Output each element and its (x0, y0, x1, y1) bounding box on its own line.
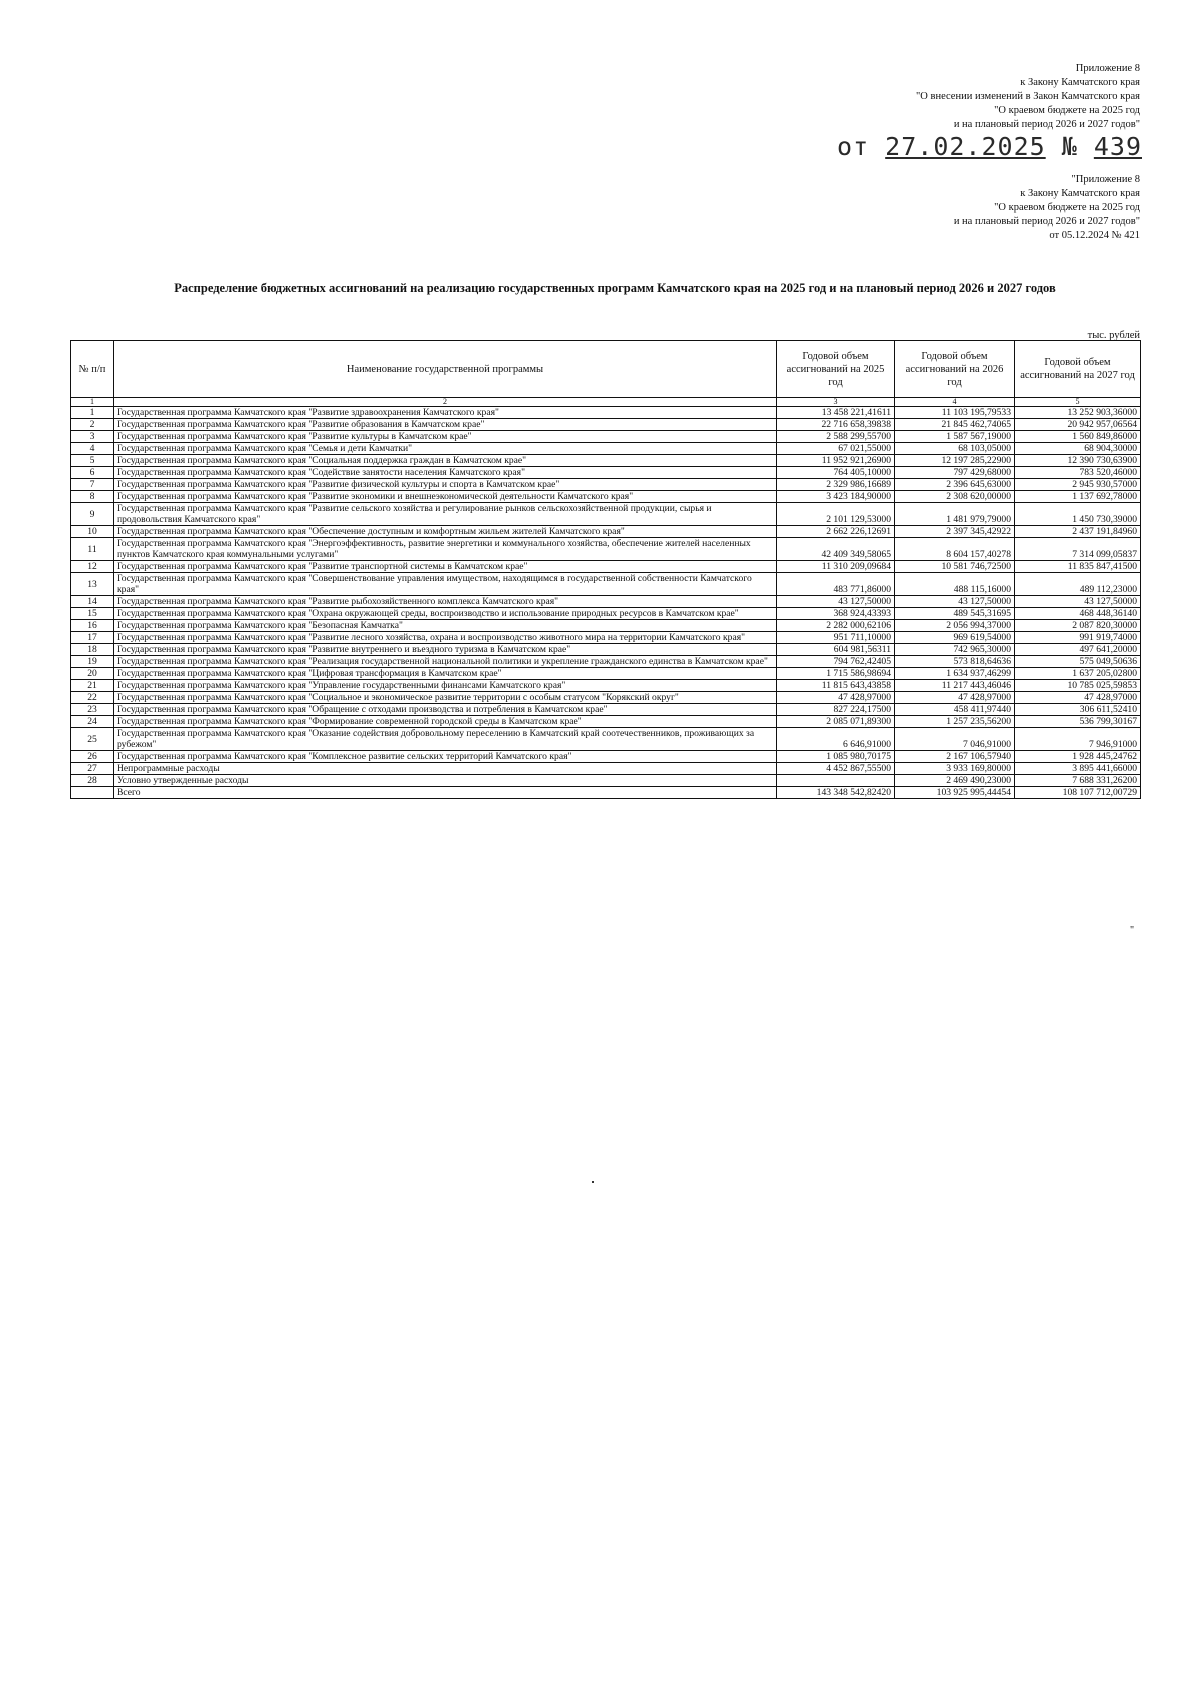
table-row (71, 419, 1141, 431)
value-2026: 12 197 285,22900 (895, 455, 1015, 467)
value-2025: 2 282 000,62106 (777, 620, 895, 632)
table-row (71, 443, 1141, 455)
program-name: Государственная программа Камчатского края "Реализация государственной национальной политики и укрепление гражданского единства в Камчатском крае" (114, 656, 777, 668)
total-2027: 108 107 712,00729 (1015, 787, 1141, 799)
value-2026: 7 046,91000 (895, 728, 1015, 751)
table-row (71, 728, 1141, 751)
value-2027: 47 428,97000 (1015, 692, 1141, 704)
row-number: 7 (71, 479, 114, 491)
table-row (71, 608, 1141, 620)
table-row (71, 503, 1141, 526)
table-row (71, 526, 1141, 538)
table-row (71, 620, 1141, 632)
col-number: 1 (71, 398, 114, 407)
value-2026: 2 397 345,42922 (895, 526, 1015, 538)
value-2025: 3 423 184,90000 (777, 491, 895, 503)
header-line: "О краевом бюджете на 2025 год (994, 105, 1140, 116)
program-name: Государственная программа Камчатского края "Развитие экономики и внешнеэкономической деятельности Камчатского края" (114, 491, 777, 503)
table-row (71, 692, 1141, 704)
table-row (71, 656, 1141, 668)
document-title: Распределение бюджетных ассигнований на реализацию государственных программ Камчатского края на 2025 год и на плановый период 2026 и 2027 годов (174, 281, 1056, 295)
row-number: 10 (71, 526, 114, 538)
allocations-table (70, 340, 1141, 799)
table-row (71, 775, 1141, 787)
total-label: Всего (114, 787, 777, 799)
stamp-number: 439 (1093, 132, 1142, 161)
row-number: 17 (71, 632, 114, 644)
table-row (71, 680, 1141, 692)
value-2025 (777, 775, 895, 787)
value-2027: 3 895 441,66000 (1015, 763, 1141, 775)
row-number: 28 (71, 775, 114, 787)
value-2025: 47 428,97000 (777, 692, 895, 704)
col-number: 4 (895, 398, 1015, 407)
program-name: Государственная программа Камчатского края "Энергоэффективность, развитие энергетики и коммунального хозяйства, обеспечение жителей населенных пунктов Камчатского края коммунальными услугами" (114, 538, 777, 561)
col-number: 5 (1015, 398, 1141, 407)
value-2026: 2 396 645,63000 (895, 479, 1015, 491)
value-2025: 604 981,56311 (777, 644, 895, 656)
value-2025: 794 762,42405 (777, 656, 895, 668)
value-2026: 1 587 567,19000 (895, 431, 1015, 443)
row-number: 6 (71, 467, 114, 479)
value-2025: 2 662 226,12691 (777, 526, 895, 538)
value-2025: 13 458 221,41611 (777, 407, 895, 419)
table-header-row (71, 341, 1141, 398)
value-2025: 1 715 586,98694 (777, 668, 895, 680)
row-number: 3 (71, 431, 114, 443)
program-name: Государственная программа Камчатского края "Развитие физической культуры и спорта в Камчатском крае" (114, 479, 777, 491)
header-2025: Годовой объем ассигнований на 2025 год (777, 341, 895, 398)
value-2026: 47 428,97000 (895, 692, 1015, 704)
total-num-cell (71, 787, 114, 799)
appendix-header-original (954, 173, 1140, 243)
scan-speck (592, 1181, 594, 1183)
value-2026: 969 619,54000 (895, 632, 1015, 644)
table-row (71, 596, 1141, 608)
program-name: Государственная программа Камчатского края "Цифровая трансформация в Камчатском крае" (114, 668, 777, 680)
value-2026: 2 469 490,23000 (895, 775, 1015, 787)
value-2027: 991 919,74000 (1015, 632, 1141, 644)
header-line: "О внесении изменений в Закон Камчатского края (916, 91, 1140, 102)
value-2025: 1 085 980,70175 (777, 751, 895, 763)
header-line: от 05.12.2024 № 421 (1049, 230, 1140, 241)
header-num: № п/п (71, 341, 114, 398)
value-2025: 2 101 129,53000 (777, 503, 895, 526)
header-line: "О краевом бюджете на 2025 год (994, 202, 1140, 213)
table-row (71, 704, 1141, 716)
row-number: 2 (71, 419, 114, 431)
value-2025: 2 588 299,55700 (777, 431, 895, 443)
value-2025: 483 771,86000 (777, 573, 895, 596)
value-2026: 489 545,31695 (895, 608, 1015, 620)
table-row (71, 455, 1141, 467)
value-2027: 43 127,50000 (1015, 596, 1141, 608)
adoption-date-stamp (837, 132, 1142, 161)
row-number: 1 (71, 407, 114, 419)
value-2027: 1 137 692,78000 (1015, 491, 1141, 503)
row-number: 19 (71, 656, 114, 668)
program-name: Государственная программа Камчатского края "Семья и дети Камчатки" (114, 443, 777, 455)
value-2025: 2 085 071,89300 (777, 716, 895, 728)
value-2026: 458 411,97440 (895, 704, 1015, 716)
value-2027: 468 448,36140 (1015, 608, 1141, 620)
row-number: 11 (71, 538, 114, 561)
value-2026: 1 481 979,79000 (895, 503, 1015, 526)
row-number: 18 (71, 644, 114, 656)
value-2026: 1 634 937,46299 (895, 668, 1015, 680)
program-name: Государственная программа Камчатского края "Обращение с отходами производства и потребления в Камчатском крае" (114, 704, 777, 716)
table-row (71, 561, 1141, 573)
value-2027: 575 049,50636 (1015, 656, 1141, 668)
table-body (71, 407, 1141, 787)
value-2025: 764 405,10000 (777, 467, 895, 479)
table-row (71, 467, 1141, 479)
row-number: 9 (71, 503, 114, 526)
value-2027: 1 560 849,86000 (1015, 431, 1141, 443)
value-2026: 2 056 994,37000 (895, 620, 1015, 632)
program-name: Государственная программа Камчатского края "Социальная поддержка граждан в Камчатском крае" (114, 455, 777, 467)
program-name: Государственная программа Камчатского края "Охрана окружающей среды, воспроизводство и использование природных ресурсов в Камчатском крае" (114, 608, 777, 620)
total-row (71, 787, 1141, 799)
row-number: 5 (71, 455, 114, 467)
program-name: Непрограммные расходы (114, 763, 777, 775)
table-row (71, 479, 1141, 491)
value-2026: 1 257 235,56200 (895, 716, 1015, 728)
table-row (71, 763, 1141, 775)
value-2025: 11 310 209,09684 (777, 561, 895, 573)
row-number: 12 (71, 561, 114, 573)
units-label: тыс. рублей (1087, 330, 1140, 341)
row-number: 14 (71, 596, 114, 608)
value-2027: 497 641,20000 (1015, 644, 1141, 656)
value-2026: 11 217 443,46046 (895, 680, 1015, 692)
value-2026: 43 127,50000 (895, 596, 1015, 608)
value-2027: 2 945 930,57000 (1015, 479, 1141, 491)
value-2026: 2 167 106,57940 (895, 751, 1015, 763)
program-name: Государственная программа Камчатского края "Оказание содействия добровольному переселению в Камчатский край соотечественников, проживающих за рубежом" (114, 728, 777, 751)
value-2026: 742 965,30000 (895, 644, 1015, 656)
table-row (71, 716, 1141, 728)
value-2025: 4 452 867,55500 (777, 763, 895, 775)
table-row (71, 538, 1141, 561)
program-name: Государственная программа Камчатского края "Развитие культуры в Камчатском крае" (114, 431, 777, 443)
total-2026: 103 925 995,44454 (895, 787, 1015, 799)
value-2027: 7 688 331,26200 (1015, 775, 1141, 787)
header-line: и на плановый период 2026 и 2027 годов" (953, 119, 1140, 130)
value-2025: 6 646,91000 (777, 728, 895, 751)
row-number: 16 (71, 620, 114, 632)
row-number: 4 (71, 443, 114, 455)
value-2025: 67 021,55000 (777, 443, 895, 455)
header-line: "Приложение 8 (1071, 174, 1140, 185)
value-2025: 11 952 921,26900 (777, 455, 895, 467)
header-line: Приложение 8 (1075, 63, 1140, 74)
table-row (71, 491, 1141, 503)
value-2026: 3 933 169,80000 (895, 763, 1015, 775)
program-name: Государственная программа Камчатского края "Обеспечение доступным и комфортным жильем жителей Камчатского края" (114, 526, 777, 538)
value-2026: 573 818,64636 (895, 656, 1015, 668)
value-2026: 11 103 195,79533 (895, 407, 1015, 419)
program-name: Государственная программа Камчатского края "Безопасная Камчатка" (114, 620, 777, 632)
header-name: Наименование государственной программы (114, 341, 777, 398)
row-number: 25 (71, 728, 114, 751)
program-name: Государственная программа Камчатского края "Содействие занятости населения Камчатского края" (114, 467, 777, 479)
value-2026: 488 115,16000 (895, 573, 1015, 596)
row-number: 13 (71, 573, 114, 596)
row-number: 23 (71, 704, 114, 716)
value-2027: 10 785 025,59853 (1015, 680, 1141, 692)
row-number: 20 (71, 668, 114, 680)
value-2027: 7 946,91000 (1015, 728, 1141, 751)
header-line: и на плановый период 2026 и 2027 годов" (953, 216, 1140, 227)
value-2025: 42 409 349,58065 (777, 538, 895, 561)
program-name: Государственная программа Камчатского края "Развитие лесного хозяйства, охрана и воспроизводство животного мира на территории Камчатского края" (114, 632, 777, 644)
value-2025: 951 711,10000 (777, 632, 895, 644)
row-number: 15 (71, 608, 114, 620)
value-2027: 68 904,30000 (1015, 443, 1141, 455)
col-number: 3 (777, 398, 895, 407)
row-number: 24 (71, 716, 114, 728)
table-row (71, 632, 1141, 644)
program-name: Государственная программа Камчатского края "Развитие сельского хозяйства и регулирование рынков сельскохозяйственной продукции, сырья и продовольствия Камчатского края" (114, 503, 777, 526)
program-name: Государственная программа Камчатского края "Развитие внутреннего и въездного туризма в Камчатском крае" (114, 644, 777, 656)
program-name: Государственная программа Камчатского края "Социальное и экономическое развитие территории с особым статусом "Корякский округ" (114, 692, 777, 704)
value-2025: 827 224,17500 (777, 704, 895, 716)
row-number: 26 (71, 751, 114, 763)
table-row (71, 751, 1141, 763)
program-name: Государственная программа Камчатского края "Управление государственными финансами Камчатского края" (114, 680, 777, 692)
value-2026: 797 429,68000 (895, 467, 1015, 479)
value-2025: 22 716 658,39838 (777, 419, 895, 431)
program-name: Государственная программа Камчатского края "Формирование современной городской среды в Камчатском крае" (114, 716, 777, 728)
value-2026: 2 308 620,00000 (895, 491, 1015, 503)
value-2027: 1 928 445,24762 (1015, 751, 1141, 763)
header-2026: Годовой объем ассигнований на 2026 год (895, 341, 1015, 398)
header-line: к Закону Камчатского края (1020, 188, 1140, 199)
program-name: Государственная программа Камчатского края "Развитие здравоохранения Камчатского края" (114, 407, 777, 419)
row-number: 8 (71, 491, 114, 503)
value-2027: 12 390 730,63900 (1015, 455, 1141, 467)
program-name: Государственная программа Камчатского края "Комплексное развитие сельских территорий Камчатского края" (114, 751, 777, 763)
program-name: Условно утвержденные расходы (114, 775, 777, 787)
value-2027: 1 637 205,02800 (1015, 668, 1141, 680)
value-2027: 536 799,30167 (1015, 716, 1141, 728)
value-2027: 20 942 957,06564 (1015, 419, 1141, 431)
value-2027: 306 611,52410 (1015, 704, 1141, 716)
table-row (71, 668, 1141, 680)
value-2025: 2 329 986,16689 (777, 479, 895, 491)
header-2027: Годовой объем ассигнований на 2027 год (1015, 341, 1141, 398)
stamp-number-sign: № (1045, 132, 1094, 161)
value-2026: 10 581 746,72500 (895, 561, 1015, 573)
value-2025: 368 924,43393 (777, 608, 895, 620)
value-2027: 489 112,23000 (1015, 573, 1141, 596)
value-2027: 2 437 191,84960 (1015, 526, 1141, 538)
value-2025: 11 815 643,43858 (777, 680, 895, 692)
value-2027: 1 450 730,39000 (1015, 503, 1141, 526)
table-row (71, 431, 1141, 443)
table-row (71, 573, 1141, 596)
value-2027: 783 520,46000 (1015, 467, 1141, 479)
value-2026: 8 604 157,40278 (895, 538, 1015, 561)
value-2027: 13 252 903,36000 (1015, 407, 1141, 419)
row-number: 21 (71, 680, 114, 692)
col-number: 2 (114, 398, 777, 407)
program-name: Государственная программа Камчатского края "Развитие образования в Камчатском крае" (114, 419, 777, 431)
total-2025: 143 348 542,82420 (777, 787, 895, 799)
row-number: 22 (71, 692, 114, 704)
value-2025: 43 127,50000 (777, 596, 895, 608)
header-line: к Закону Камчатского края (1020, 77, 1140, 88)
column-number-row (71, 398, 1141, 407)
stamp-date: 27.02.2025 (885, 132, 1046, 161)
row-number: 27 (71, 763, 114, 775)
value-2026: 68 103,05000 (895, 443, 1015, 455)
program-name: Государственная программа Камчатского края "Совершенствование управления имуществом, находящимся в государственной собственности Камчатского края" (114, 573, 777, 596)
stamp-prefix: от (837, 132, 886, 161)
program-name: Государственная программа Камчатского края "Развитие рыбохозяйственного комплекса Камчатского края" (114, 596, 777, 608)
appendix-header-current (916, 62, 1140, 132)
value-2027: 2 087 820,30000 (1015, 620, 1141, 632)
program-name: Государственная программа Камчатского края "Развитие транспортной системы в Камчатском крае" (114, 561, 777, 573)
table-row (71, 407, 1141, 419)
table-row (71, 644, 1141, 656)
value-2026: 21 845 462,74065 (895, 419, 1015, 431)
value-2027: 7 314 099,05837 (1015, 538, 1141, 561)
closing-quote: " (1130, 925, 1135, 936)
value-2027: 11 835 847,41500 (1015, 561, 1141, 573)
